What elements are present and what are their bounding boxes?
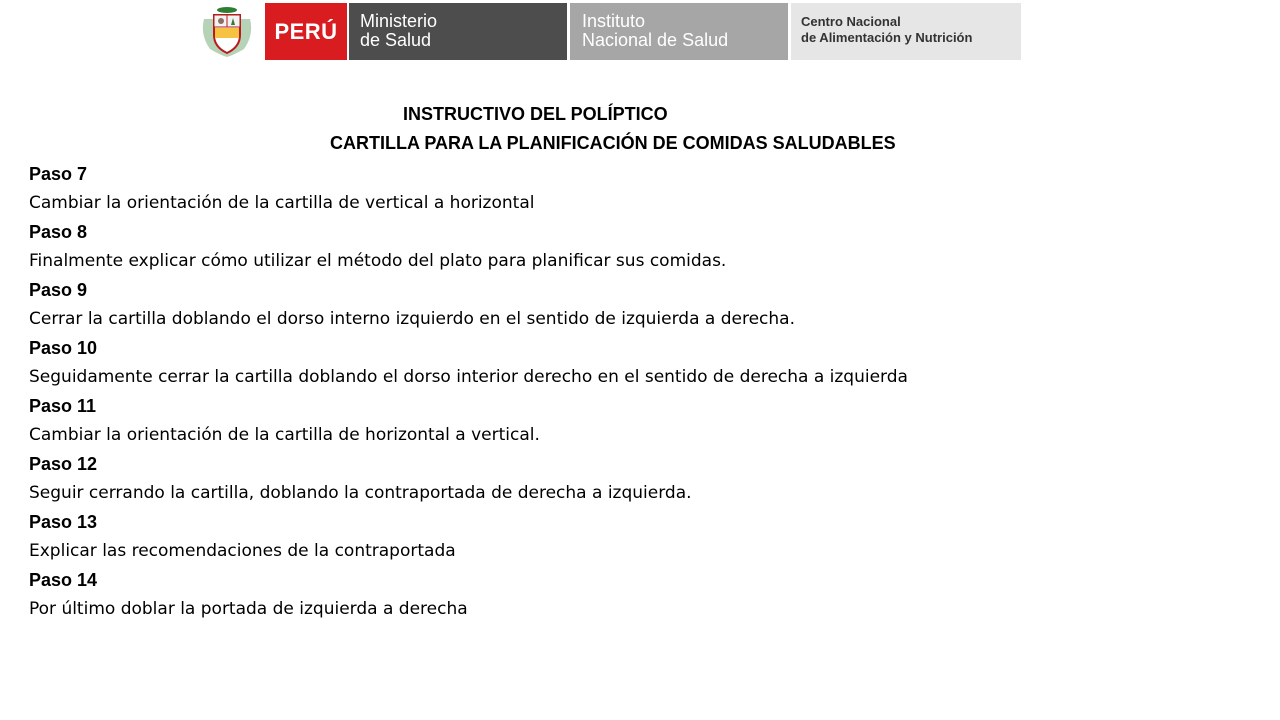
instituto-line-1: Instituto [582,11,646,31]
step-text: Cambiar la orientación de la cartilla de vertical a horizontal [29,193,535,213]
step-title: Paso 7 [29,164,88,184]
step-text: Cambiar la orientación de la cartilla de horizontal a vertical. [29,425,540,445]
step-title: Paso 11 [29,396,97,416]
step-title: Paso 8 [29,222,88,242]
step-title: Paso 9 [29,280,88,300]
coat-of-arms-logo [190,3,265,60]
step-text: Por último doblar la portada de izquierda a derecha [29,599,468,619]
ministerio-line-2: de Salud [360,30,432,50]
step-text: Seguidamente cerrar la cartilla doblando el dorso interior derecho en el sentido de derecha a izquierda [29,367,908,387]
step-text: Explicar las recomendaciones de la contraportada [29,541,456,561]
ministerio-line-1: Ministerio [360,11,438,31]
instituto-nacional-de-salud-logo [570,3,788,60]
step-title: Paso 12 [29,454,98,474]
step-title: Paso 13 [29,512,98,532]
peru-logo [265,3,347,60]
instituto-line-2: Nacional de Salud [582,30,729,50]
step-text: Seguir cerrando la cartilla, doblando la contraportada de derecha a izquierda. [29,483,692,503]
steps-list [29,160,1259,624]
step-title: Paso 10 [29,338,98,358]
centro-line-1: Centro Nacional [801,14,901,29]
step-text: Cerrar la cartilla doblando el dorso interno izquierdo en el sentido de izquierda a derecha. [29,309,796,329]
ministerio-de-salud-logo [349,3,567,60]
header-logo-strip [190,3,1021,60]
step-title: Paso 14 [29,570,98,590]
peru-label: PERÚ [274,18,338,44]
centro-line-2: de Alimentación y Nutrición [801,30,973,45]
document-title: INSTRUCTIVO DEL POLÍPTICO [403,104,668,124]
centro-nacional-logo [791,3,1021,60]
step-text: Finalmente explicar cómo utilizar el método del plato para planificar sus comidas. [29,251,727,271]
peru-shield-icon [196,5,258,59]
document-subtitle: CARTILLA PARA LA PLANIFICACIÓN DE COMIDAS SALUDABLES [330,133,896,153]
